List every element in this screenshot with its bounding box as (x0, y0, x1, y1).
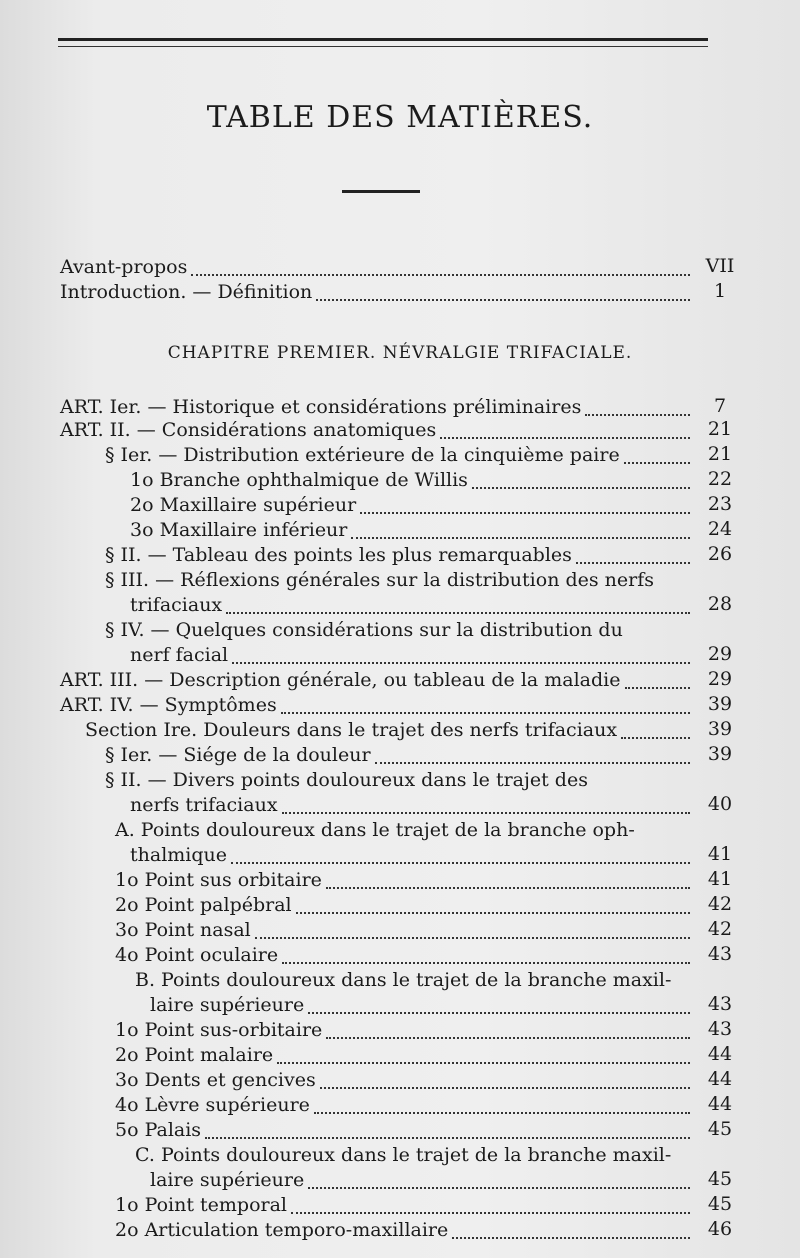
toc-page-number: 26 (707, 543, 733, 565)
toc-entry: trifaciaux (130, 594, 223, 616)
toc-page-number: 7 (713, 395, 727, 417)
toc-page-number: 29 (707, 643, 733, 665)
toc-entry: A. Points douloureux dans le trajet de la branche oph- (115, 819, 635, 841)
toc-page-number: 42 (707, 918, 733, 940)
chapter-heading: CHAPITRE PREMIER. NÉVRALGIE TRIFACIALE. (167, 343, 633, 363)
toc-page-number: 39 (707, 693, 733, 715)
toc-leader (316, 299, 690, 301)
toc-leader (472, 487, 690, 489)
toc-entry: 1o Point temporal (115, 1194, 287, 1216)
toc-page-number: 39 (707, 743, 733, 765)
toc-leader (281, 712, 690, 714)
toc-entry: nerfs trifaciaux (130, 794, 278, 816)
toc-leader (277, 1062, 690, 1064)
toc-page-number: 44 (707, 1043, 733, 1065)
toc-leader (576, 562, 690, 564)
toc-page-number: 41 (707, 868, 733, 890)
toc-entry: Introduction. — Définition (60, 281, 313, 303)
toc-page-number: 42 (707, 893, 733, 915)
toc-entry: § Ier. — Siége de la douleur (105, 744, 371, 766)
toc-entry: 2o Articulation temporo-maxillaire (115, 1219, 449, 1241)
toc-page-number: VII (705, 255, 735, 277)
toc-entry: nerf facial (130, 644, 229, 666)
toc-leader (320, 1087, 690, 1089)
toc-entry: 2o Maxillaire supérieur (130, 494, 357, 516)
toc-entry: ART. Ier. — Historique et considérations préliminaires (60, 396, 582, 418)
toc-entry: 3o Maxillaire inférieur (130, 519, 348, 541)
toc-page-number: 43 (707, 993, 733, 1015)
toc-leader (226, 612, 690, 614)
toc-page-number: 29 (707, 668, 733, 690)
toc-leader (231, 862, 690, 864)
toc-page-number: 1 (713, 280, 727, 302)
toc-leader (255, 937, 690, 939)
toc-page-number: 22 (707, 468, 733, 490)
toc-entry: § II. — Tableau des points les plus remarquables (105, 544, 572, 566)
top-rule (58, 38, 708, 47)
toc-entry: 4o Point oculaire (115, 944, 279, 966)
toc-entry: ART. III. — Description générale, ou tableau de la maladie (60, 669, 621, 691)
toc-entry: 1o Point sus-orbitaire (115, 1019, 323, 1041)
toc-page-number: 39 (707, 718, 733, 740)
toc-entry: thalmique (130, 844, 228, 866)
toc-leader (308, 1187, 690, 1189)
toc-leader (360, 512, 690, 514)
toc-entry: § Ier. — Distribution extérieure de la cinquième paire (105, 444, 620, 466)
toc-entry: ART. IV. — Symptômes (60, 694, 277, 716)
toc-page-number: 41 (707, 843, 733, 865)
toc-entry: § IV. — Quelques considérations sur la distribution du (105, 619, 623, 641)
toc-leader (440, 437, 690, 439)
toc-leader (296, 912, 690, 914)
toc-leader (624, 462, 690, 464)
toc-entry: § II. — Divers points douloureux dans le trajet des (105, 769, 588, 791)
toc-entry: § III. — Réflexions générales sur la distribution des nerfs (105, 569, 655, 591)
toc-entry: Avant-propos (60, 256, 188, 278)
toc-entry: C. Points douloureux dans le trajet de la branche maxil- (135, 1144, 672, 1166)
toc-page-number: 24 (707, 518, 733, 540)
toc-entry: 1o Branche ophthalmique de Willis (130, 469, 468, 491)
toc-entry: laire supérieure (150, 1169, 305, 1191)
toc-leader (314, 1112, 690, 1114)
toc-entry: 4o Lèvre supérieure (115, 1094, 310, 1116)
toc-page-number: 44 (707, 1093, 733, 1115)
toc-leader (282, 812, 690, 814)
toc-leader (205, 1137, 690, 1139)
toc-page-number: 21 (707, 418, 733, 440)
toc-page-number: 45 (707, 1193, 733, 1215)
toc-entry: 3o Dents et gencives (115, 1069, 316, 1091)
toc-page-number: 21 (707, 443, 733, 465)
toc-page-number: 23 (707, 493, 733, 515)
toc-entry: Section Ire. Douleurs dans le trajet des nerfs trifaciaux (85, 719, 618, 741)
toc-page-number: 28 (707, 593, 733, 615)
divider-rule (342, 190, 420, 193)
toc-leader (326, 1037, 690, 1039)
toc-page-number: 43 (707, 1018, 733, 1040)
toc-leader (308, 1012, 690, 1014)
toc-leader (625, 687, 691, 689)
toc-leader (351, 537, 690, 539)
toc-page-number: 45 (707, 1168, 733, 1190)
page-title: TABLE DES MATIÈRES. (206, 100, 594, 135)
toc-entry: ART. II. — Considérations anatomiques (60, 419, 437, 441)
toc-leader (452, 1237, 690, 1239)
toc-entry: 2o Point palpébral (115, 894, 292, 916)
toc-entry: 5o Palais (115, 1119, 202, 1141)
toc-page-number: 46 (707, 1218, 733, 1240)
toc-leader (326, 887, 690, 889)
toc-entry: 1o Point sus orbitaire (115, 869, 322, 891)
toc-page-number: 45 (707, 1118, 733, 1140)
toc-entry: B. Points douloureux dans le trajet de la branche maxil- (135, 969, 672, 991)
toc-leader (585, 414, 690, 416)
toc-page-number: 43 (707, 943, 733, 965)
toc-page-number: 40 (707, 793, 733, 815)
toc-entry: 2o Point malaire (115, 1044, 274, 1066)
toc-leader (621, 737, 690, 739)
toc-entry: 3o Point nasal (115, 919, 251, 941)
toc-leader (232, 662, 690, 664)
toc-page-number: 44 (707, 1068, 733, 1090)
toc-leader (191, 274, 690, 276)
toc-leader (291, 1212, 690, 1214)
toc-entry: laire supérieure (150, 994, 305, 1016)
toc-leader (282, 962, 690, 964)
toc-leader (375, 762, 690, 764)
